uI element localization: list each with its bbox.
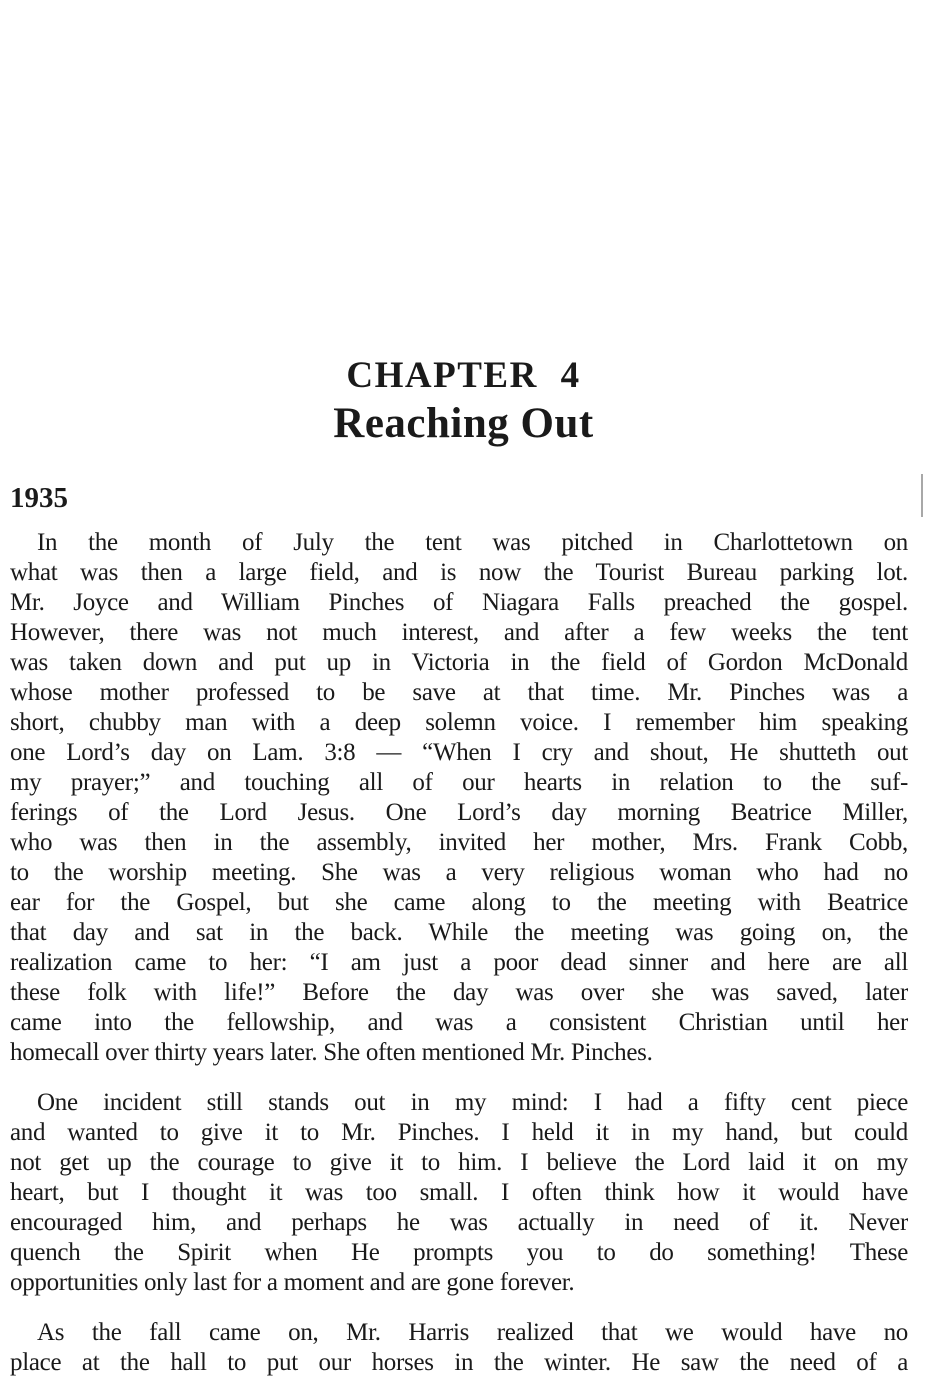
text-line: One incident still stands out in my mind: I had a fifty cent piece [37, 1089, 908, 1116]
text-line: these folk with life!” Before the day was over she was saved, later [10, 979, 908, 1006]
text-line: ferings of the Lord Jesus. One Lord’s day morning Beatrice Miller, [10, 799, 908, 826]
text-line: short, chubby man with a deep solemn voice. I remember him speaking [10, 709, 908, 736]
text-line: was taken down and put up in Victoria in the field of Gordon McDonald [10, 649, 908, 676]
text-line: As the fall came on, Mr. Harris realized that we would have no [37, 1319, 908, 1346]
text-line: my prayer;” and touching all of our hearts in relation to the suf- [10, 769, 908, 796]
text-line: Mr. Joyce and William Pinches of Niagara Falls preached the gospel. [10, 589, 908, 616]
text-line: and wanted to give it to Mr. Pinches. I held it in my hand, but could [10, 1119, 908, 1146]
text-line: realization came to her: “I am just a poor dead sinner and here are all [10, 949, 908, 976]
chapter-title: Reaching Out [333, 400, 594, 447]
text-line: what was then a large field, and is now the Tourist Bureau parking lot. [10, 559, 908, 586]
paragraph [10, 1088, 908, 1298]
text-line: homecall over thirty years later. She often mentioned Mr. Pinches. [10, 1039, 653, 1066]
text-line: one Lord’s day on Lam. 3:8 — “When I cry and shout, He shutteth out [10, 739, 908, 766]
scan-artifact-line [921, 474, 923, 517]
text-line: whose mother professed to be save at that time. Mr. Pinches was a [10, 679, 908, 706]
text-line: to the worship meeting. She was a very religious woman who had no [10, 859, 908, 886]
text-line: In the month of July the tent was pitched in Charlottetown on [37, 529, 908, 556]
paragraph [10, 1318, 908, 1378]
text-line: not get up the courage to give it to him. I believe the Lord laid it on my [10, 1149, 908, 1176]
text-line: However, there was not much interest, and after a few weeks the tent [10, 619, 908, 646]
text-line: quench the Spirit when He prompts you to do something! These [10, 1239, 908, 1266]
paragraph [10, 528, 908, 1068]
text-line: opportunities only last for a moment and are gone forever. [10, 1269, 575, 1296]
text-line: encouraged him, and perhaps he was actually in need of it. Never [10, 1209, 908, 1236]
section-year-heading: 1935 [10, 482, 68, 514]
text-line: heart, but I thought it was too small. I often think how it would have [10, 1179, 908, 1206]
body-text [10, 528, 908, 1378]
chapter-label: CHAPTER 4 [346, 355, 581, 396]
text-line: that day and sat in the back. While the meeting was going on, the [10, 919, 908, 946]
text-line: ear for the Gospel, but she came along to the meeting with Beatrice [10, 889, 908, 916]
text-line: place at the hall to put our horses in the winter. He saw the need of a [10, 1349, 908, 1376]
text-line: came into the fellowship, and was a consistent Christian until her [10, 1009, 908, 1036]
text-line: who was then in the assembly, invited her mother, Mrs. Frank Cobb, [10, 829, 908, 856]
